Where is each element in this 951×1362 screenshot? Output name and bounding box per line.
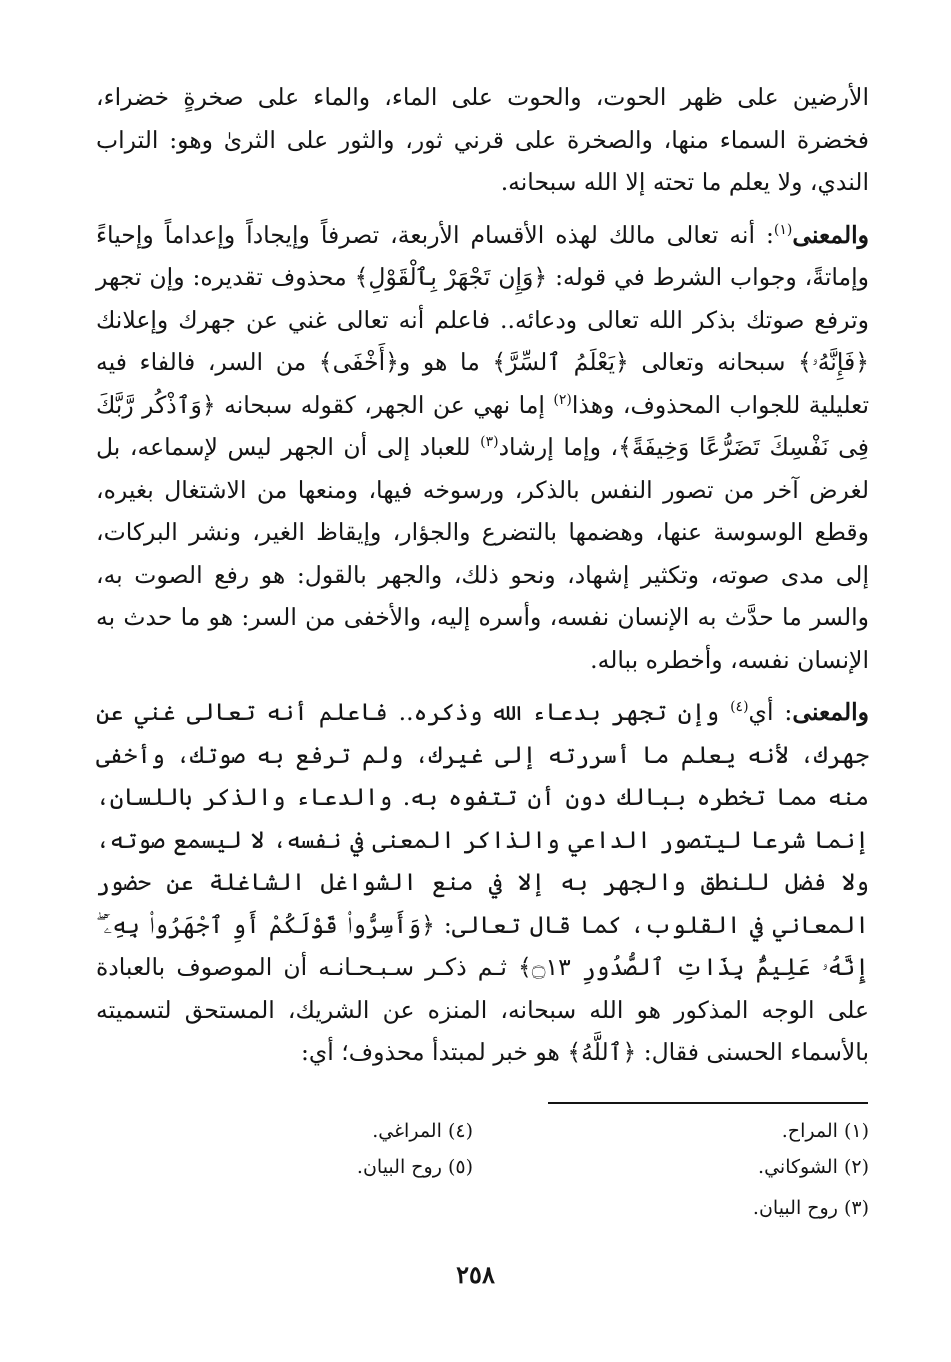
- footnote: [758, 1156, 869, 1178]
- footnote-reference: (٢): [553, 391, 572, 408]
- footnote-reference: (٣): [480, 434, 499, 450]
- footnote-text: روح البيان.: [752, 1197, 838, 1219]
- footnote: [753, 1197, 869, 1219]
- footnote-text: المراح.: [781, 1120, 838, 1142]
- footnote: [372, 1120, 473, 1142]
- footnote-number: (٤): [447, 1120, 473, 1142]
- footnote-separator: [548, 1102, 868, 1104]
- paragraph-text: الأرضين على ظهر الحوت، والحوت على الماء، والماء على صخرةٍ خضراء، فخضرة السماء منها، والصخرة على قرني ثور، والثور على الثرىٰ وهو: التراب الندي، ولا يعلم ما تحته إلا الله سبحانه.: [96, 83, 869, 196]
- footnote-text: روح البيان.: [356, 1156, 442, 1178]
- paragraph-text: : أي: [748, 698, 793, 726]
- footnote-text: المراغي.: [372, 1120, 442, 1142]
- footnote-text: الشوكاني.: [758, 1156, 838, 1178]
- footnote-reference: (١): [773, 221, 793, 238]
- footnote: [357, 1156, 473, 1178]
- paragraph-text: إما نهي عن الجهر، كقوله سبحانه ﴿وَٱذْكُر رَّبَّكَ فِى نَفْسِكَ تَضَرُّعًا وَخِيفَةً﴾، وإما إرشاد: [96, 390, 869, 461]
- footnote-reference: (٤): [730, 699, 749, 715]
- paragraph-text: وإن تجهر بدعاء الله وذكره.. فاعلم أنه تعالى غني عن جهرك، لأنه يعلم ما أسررته إلى غيرك، ولم ترفع به صوتك، وأخفى منه مما تخطره ببالك دون أن تتفوه به. والدعاء والذكر باللسان، إنما شرعا ليتصور الداعي والذاكر المعنى في نفسه، لا ليسمع صوته، ولا فضل للنطق والجهر به إلا في منع الشواغل الشاغلة عن حضور المعاني في القلوب، كما قال تعالى: ﴿وَأَسِرُّوا۟ قَوْلَكُمْ أَوِ ٱجْهَرُوا۟ بِهِۦٓ ۖ إِنَّهُۥ عَلِيمٌۢ بِذَاتِ ٱلصُّدُورِ ۝١٣﴾ ثـم ذكـر سـبـحـانـه أن الموصوف بالعبادة على الوجه المذكور هو الله سبحانه، المنزه عن الشريك، المستحق لتسميته بالأسماء الحسنى فقال: ﴿ٱللَّهُ﴾ هو خبر لمبتدأ محذوف؛ أي:: [96, 698, 870, 1066]
- paragraph: [96, 76, 869, 204]
- paragraph-text: للعباد إلى أن الجهر ليس لإسماعه، بل لغرض آخر من تصور النفس بالذكر، ورسوخه فيها، ومنعها من الاشتغال بغيره، وقطع الوسوسة عنها، وهضمها بالتضرع والجؤار، وإيقاظ الغير، ونشر البركات، إلى مدى صوته، وتكثير إشهاد، ونحو ذلك، والجهر بالقول: هو رفع الصوت به، والسر ما حدَّث به الإنسان نفسه، وأسره إليه، والأخفى من السر: هو ما حدث به الإنسان نفسه، وأخطره بباله.: [96, 433, 869, 674]
- paragraph-lead: والمعنى: [792, 220, 869, 249]
- footnote-number: (٢): [843, 1156, 869, 1178]
- paragraph-lead: والمعنى: [792, 698, 869, 726]
- paragraph: [96, 214, 869, 682]
- footnote-number: (١): [843, 1120, 869, 1142]
- footnote: [782, 1120, 869, 1142]
- footnote-number: (٣): [843, 1197, 869, 1219]
- body-text: [96, 76, 869, 1084]
- footnote-number: (٥): [447, 1156, 473, 1178]
- paragraph-text: : أنه تعالى مالك لهذه الأقسام الأربعة، تصرفاً وإيجاداً وإعداماً وإحياءً وإماتةً، وجواب الشرط في قوله: ﴿وَإِن تَجْهَرْ بِٱلْقَوْلِ﴾ محذوف تقديره: وإن تجهر وترفع صوتك بذكر الله تعالى ودعائه.. فاعلم أنه تعالى غني عن جهرك وإعلانك ﴿فَإِنَّهُۥ﴾ سبحانه وتعالى ﴿يَعْلَمُ ٱلسِّرَّ﴾ ما هو و﴿أَخْفَى﴾ من السر، فالفاء فيه تعليلية للجواب المحذوف، وهذا: [96, 220, 869, 419]
- paragraph: [96, 691, 869, 1074]
- page-number: ٢٥٨: [456, 1260, 495, 1289]
